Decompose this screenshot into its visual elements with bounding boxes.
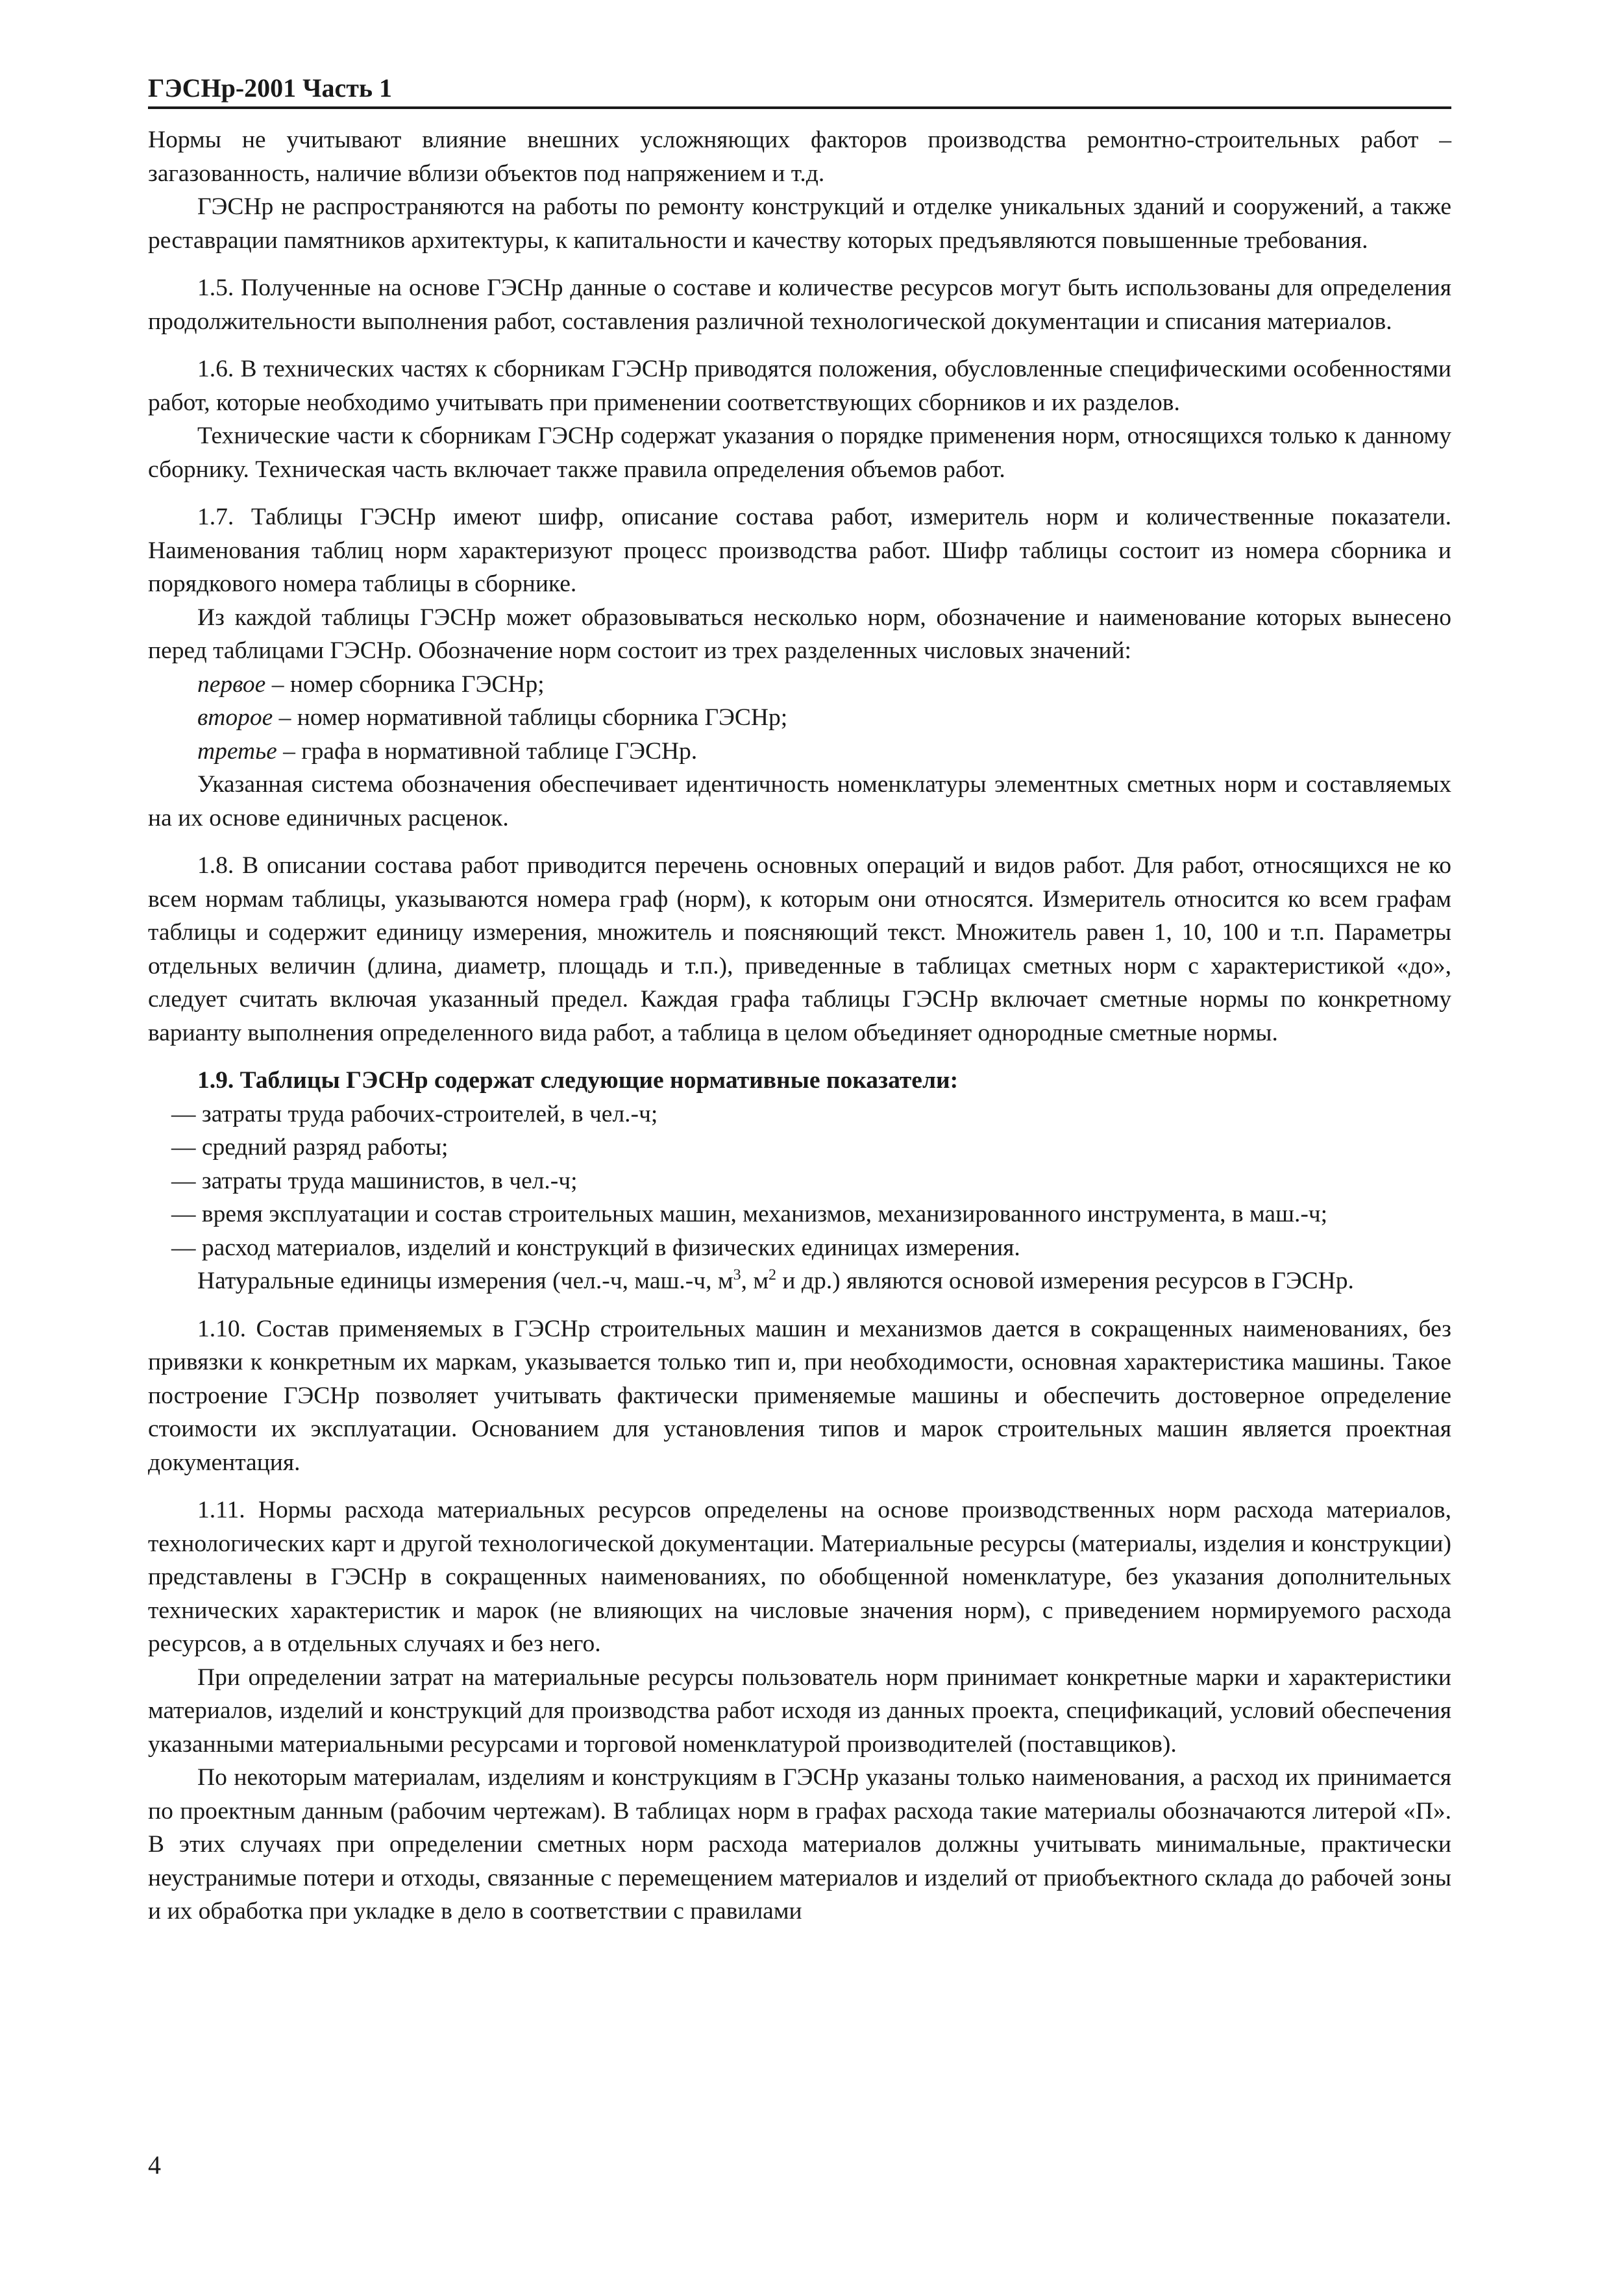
code-term: третье: [197, 737, 277, 765]
indicator-item: — затраты труда рабочих-строителей, в чел.-ч;: [171, 1100, 658, 1127]
paragraph-1-6: 1.6. В технических частях к сборникам ГЭСНр приводятся положения, обусловленные специфическими особенностями работ, которые необходимо учитывать при применении соответствующих сборников и их разделов.: [148, 356, 1451, 416]
paragraph-1-11: 1.11. Нормы расхода материальных ресурсов определены на основе производственных норм расхода материалов, технологических карт и другой технологической документации. Материальные ресурсы (материалы, изделия и конструкции) представлены в ГЭСНр в сокращенных наименованиях, по обобщенной номенклатуре, без указания дополнительных технических характеристик и марок (не влияющих на числовые значения норм), с приведением нормируемого расхода ресурсов, а в отдельных случаях и без него.: [148, 1497, 1451, 1657]
code-item: [148, 735, 1451, 768]
code-term: первое: [197, 670, 266, 698]
paragraph-1-11c: По некоторым материалам, изделиям и конструкциям в ГЭСНр указаны только наименования, а расход их принимается по проектным данным (рабочим чертежам). В таблицах норм в графах расхода такие материалы обозначаются литерой «П». В этих случаях при определении сметных норм расхода материалов должны учитывать минимальные, практически неустранимые потери и отходы, связанные с перемещением материалов и изделий от приобъектного склада до рабочей зоны и их обработка при укладке в дело в соответствии с правилами: [148, 1764, 1451, 1924]
code-text: – графа в нормативной таблице ГЭСНр.: [277, 737, 698, 765]
paragraph-1-5: 1.5. Полученные на основе ГЭСНр данные о составе и количестве ресурсов могут быть использованы для определения продолжительности выполнения работ, составления различной технологической документации и списания материалов.: [148, 275, 1451, 335]
paragraph-1-6b: Технические части к сборникам ГЭСНр содержат указания о порядке применения норм, относящихся только к данному сборнику. Техническая часть включает также правила определения объемов работ.: [148, 423, 1451, 483]
indicator-item: — время эксплуатации и состав строительных машин, механизмов, механизированного инструмента, в маш.-ч;: [171, 1201, 1328, 1227]
paragraph-units: Натуральные единицы измерения (чел.-ч, маш.-ч, $м^3$, $м^2$ и др.) являются основой измерения ресурсов в ГЭСНр.: [197, 1266, 1354, 1294]
indicator-item: — расход материалов, изделий и конструкций в физических единицах измерения.: [171, 1234, 1020, 1261]
code-text: – номер сборника ГЭСНр;: [265, 670, 545, 698]
paragraph-1-9-title: 1.9. Таблицы ГЭСНр содержат следующие нормативные показатели:: [197, 1067, 959, 1094]
paragraph-1-10: 1.10. Состав применяемых в ГЭСНр строительных машин и механизмов дается в сокращенных наименованиях, без привязки к конкретным их маркам, указывается только тип и, при необходимости, основная характеристика машины. Такое построение ГЭСНр позволяет учитывать фактически применяемые машины и обеспечить достоверное определение стоимости их эксплуатации. Основанием для установления типов и марок строительных машин является проектная документация.: [148, 1315, 1451, 1476]
body-text: [148, 123, 1451, 1928]
paragraph-intro-2: ГЭСНр не распространяются на работы по ремонту конструкций и отделке уникальных зданий и сооружений, а также реставрации памятников архитектуры, к капитальности и качеству которых предъявляются повышенные требования.: [148, 193, 1451, 254]
paragraph-intro-1: Нормы не учитывают влияние внешних усложняющих факторов производства ремонтно-строительных работ – загазованность, наличие вблизи объектов под напряжением и т.д.: [148, 127, 1451, 187]
code-item: [148, 701, 1451, 735]
indicator-item: — средний разряд работы;: [171, 1134, 449, 1161]
paragraph-1-7c: Указанная система обозначения обеспечивает идентичность номенклатуры элементных сметных норм и составляемых на их основе единичных расценок.: [148, 771, 1451, 831]
paragraph-1-8: 1.8. В описании состава работ приводится перечень основных операций и видов работ. Для работ, относящихся не ко всем нормам таблицы, указываются номера граф (норм), к которым они относятся. Измеритель относится ко всем графам таблицы и содержит единицу измерения, множитель и поясняющий текст. Множитель равен 1, 10, 100 и т.п. Параметры отдельных величин (длина, диаметр, площадь и т.п.), приведенные в таблицах сметных норм с характеристикой «до», следует считать включая указанный предел. Каждая графа таблицы ГЭСНр включает сметные нормы по конкретному варианту выполнения определенного вида работ, а таблица в целом объединяет однородные сметные нормы.: [148, 852, 1451, 1046]
page-number: 4: [148, 2150, 161, 2180]
code-text: – номер нормативной таблицы сборника ГЭСНр;: [273, 704, 788, 731]
code-item: [148, 668, 1451, 702]
code-term: второе: [197, 704, 273, 731]
indicator-item: — затраты труда машинистов, в чел.-ч;: [171, 1167, 578, 1194]
paragraph-1-11b: При определении затрат на материальные ресурсы пользователь норм принимает конкретные марки и характеристики материалов, изделий и конструкций для производства работ исходя из данных проекта, спецификаций, условий обеспечения указанными материальными ресурсами и торговой номенклатурой производителей (поставщиков).: [148, 1664, 1451, 1758]
paragraph-1-7: 1.7. Таблицы ГЭСНр имеют шифр, описание состава работ, измеритель норм и количественные показатели. Наименования таблиц норм характеризуют процесс производства работ. Шифр таблицы состоит из номера сборника и порядкового номера таблицы в сборнике.: [148, 504, 1451, 597]
running-header: ГЭСНр-2001 Часть 1: [148, 73, 1451, 109]
paragraph-1-7b: Из каждой таблицы ГЭСНр может образовываться несколько норм, обозначение и наименование которых вынесено перед таблицами ГЭСНр. Обозначение норм состоит из трех разделенных числовых значений:: [148, 604, 1451, 664]
